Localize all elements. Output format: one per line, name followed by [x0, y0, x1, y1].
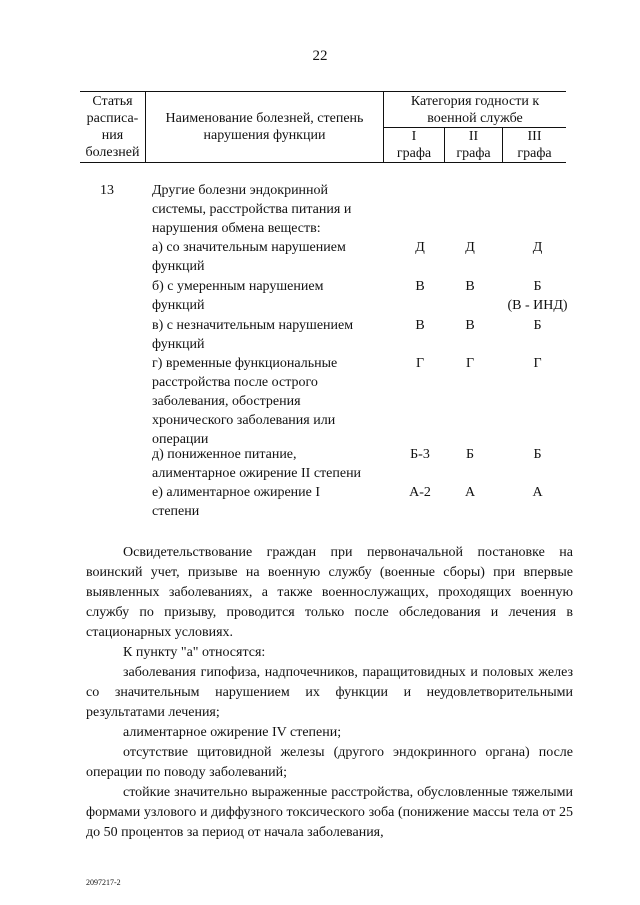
graph-3-value: Б: [533, 318, 542, 333]
item-description: б) с умеренным нарушением функций: [152, 279, 324, 313]
item-description: е) алиментарное ожирение I степени: [152, 485, 321, 519]
graph-1-value: Г: [415, 356, 425, 371]
body-paragraph: алиментарное ожирение IV степени;: [123, 725, 342, 740]
article-number: 13: [100, 183, 114, 198]
graph-2-value: Г: [465, 356, 475, 371]
footer-code: 2097217-2: [86, 878, 121, 887]
graph-1-value: А-2: [409, 485, 431, 500]
col-name-header: Наименование болезней, степень нарушения функции: [165, 111, 364, 143]
item-description: д) пониженное питание, алиментарное ожирение II степени: [152, 447, 362, 481]
body-paragraph: стойкие значительно выраженные расстройства, обусловленные тяжелыми формами узлового и диффузного токсического зоба (понижение массы тела от 25 до 50 процентов за период от начала заболевания,: [86, 785, 573, 840]
header-top-rule: [80, 91, 566, 92]
col-category-header: Категория годности к военной службе: [410, 94, 540, 126]
graph-2-value: В: [465, 279, 475, 294]
body-paragraph: заболевания гипофиза, надпочечников, паращитовидных и половых желез со значительным нарушением их функции и неудовлетворительными результатами лечения;: [86, 665, 573, 720]
graph-3-header: III графа: [517, 129, 552, 161]
graph-2-value: Д: [465, 240, 475, 255]
table-header: [80, 91, 566, 163]
graph-2-value: Б: [465, 447, 475, 462]
graph-1-value: В: [415, 318, 425, 333]
article-title: Другие болезни эндокринной системы, расстройства питания и нарушения обмена веществ:: [152, 183, 352, 236]
graph-1-value: В: [415, 279, 425, 294]
body-paragraph: Освидетельствование граждан при первоначальной постановке на воинский учет, призыве на военную службу (военные сборы) при впервые выявленных заболеваниях, а также военнослужащих, проходящих военную службу по призыву, проводится только после обследования и лечения в стационарных условиях.: [86, 545, 573, 640]
graph-1-value: Д: [415, 240, 425, 255]
body-paragraph: К пункту "а" относятся:: [123, 645, 266, 660]
graph-2-value: В: [465, 318, 475, 333]
graph-3-value: Б (В - ИНД): [507, 279, 568, 313]
graph-2-value: А: [464, 485, 476, 500]
graph-1-value: Б-3: [410, 447, 430, 462]
graph-3-value: Д: [532, 240, 543, 255]
item-description: а) со значительным нарушением функций: [152, 240, 346, 274]
header-bottom-rule: [80, 162, 566, 163]
item-description: в) с незначительным нарушением функций: [152, 318, 354, 352]
item-description: г) временные функциональные расстройства после острого заболевания, обострения хронического заболевания или операции: [152, 356, 338, 447]
body-paragraph: отсутствие щитовидной железы (другого эндокринного органа) после операции по поводу заболеваний;: [86, 745, 573, 780]
graph-2-header: II графа: [456, 129, 491, 161]
graph-3-value: Г: [533, 356, 542, 371]
col-article-header: Статья расписа- ния болезней: [85, 94, 140, 160]
graph-3-value: Б: [533, 447, 542, 462]
graph-3-value: А: [532, 485, 543, 500]
graph-1-header: I графа: [396, 129, 432, 161]
page-number: 22: [312, 48, 328, 64]
